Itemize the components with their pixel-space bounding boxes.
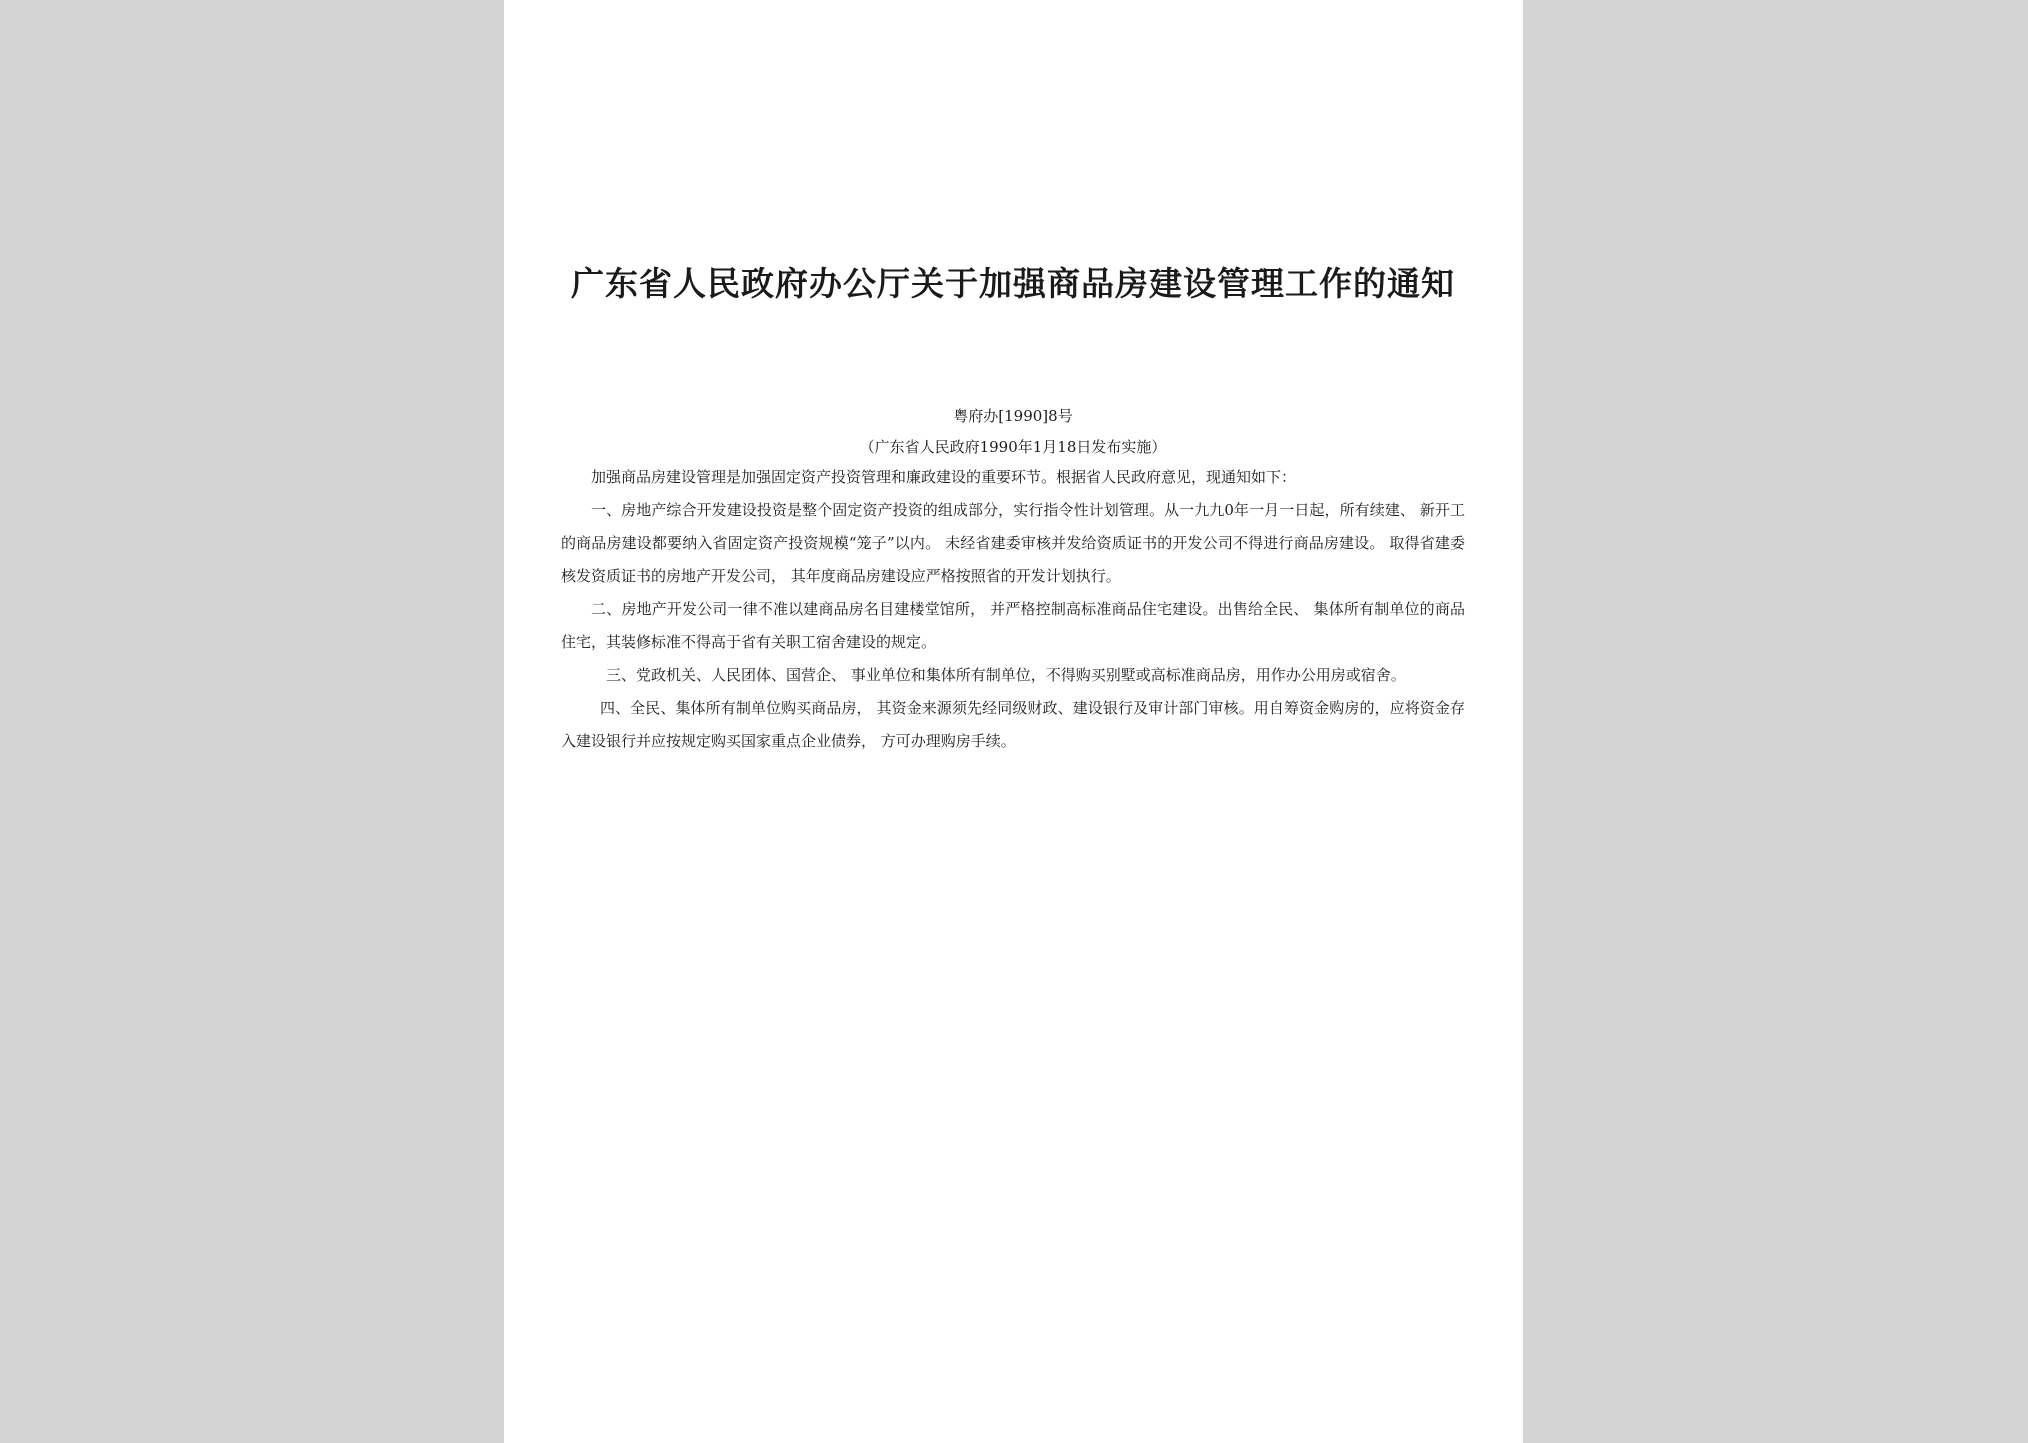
issue-note: （广东省人民政府1990年1月18日发布实施） (859, 438, 1167, 456)
document-page (504, 0, 1523, 1443)
paragraph-item-2: 二、房地产开发公司一律不准以建商品房名目建楼堂馆所， 并严格控制高标准商品住宅建设。出售给全民、 集体所有制单位的商品住宅，其装修标准不得高于省有关职工宿舍建设的规定。 (561, 600, 1465, 651)
paragraph-item-1: 一、房地产综合开发建设投资是整个固定资产投资的组成部分，实行指令性计划管理。从一九九0年一月一日起，所有续建、 新开工的商品房建设都要纳入省固定资产投资规模“笼子”以内。 未经省建委审核并发给资质证书的开发公司不得进行商品房建设。 取得省建委核发资质证书的房地产开发公司， 其年度商品房建设应严格按照省的开发计划执行。 (561, 501, 1465, 585)
paragraph-item-3: 三、党政机关、人民团体、国营企、 事业单位和集体所有制单位，不得购买别墅或高标准商品房，用作办公用房或宿舍。 (606, 666, 1406, 684)
paragraph-item-4: 四、全民、集体所有制单位购买商品房， 其资金来源须先经同级财政、建设银行及审计部门审核。用自筹资金购房的，应将资金存入建设银行并应按规定购买国家重点企业债券， 方可办理购房手续。 (561, 699, 1465, 750)
document-body (561, 461, 1465, 758)
document-number: 粤府办[1990]8号 (953, 407, 1073, 425)
paragraph-intro: 加强商品房建设管理是加强固定资产投资管理和廉政建设的重要环节。根据省人民政府意见，现通知如下： (591, 468, 1297, 486)
document-title: 广东省人民政府办公厅关于加强商品房建设管理工作的通知 (571, 264, 1455, 303)
